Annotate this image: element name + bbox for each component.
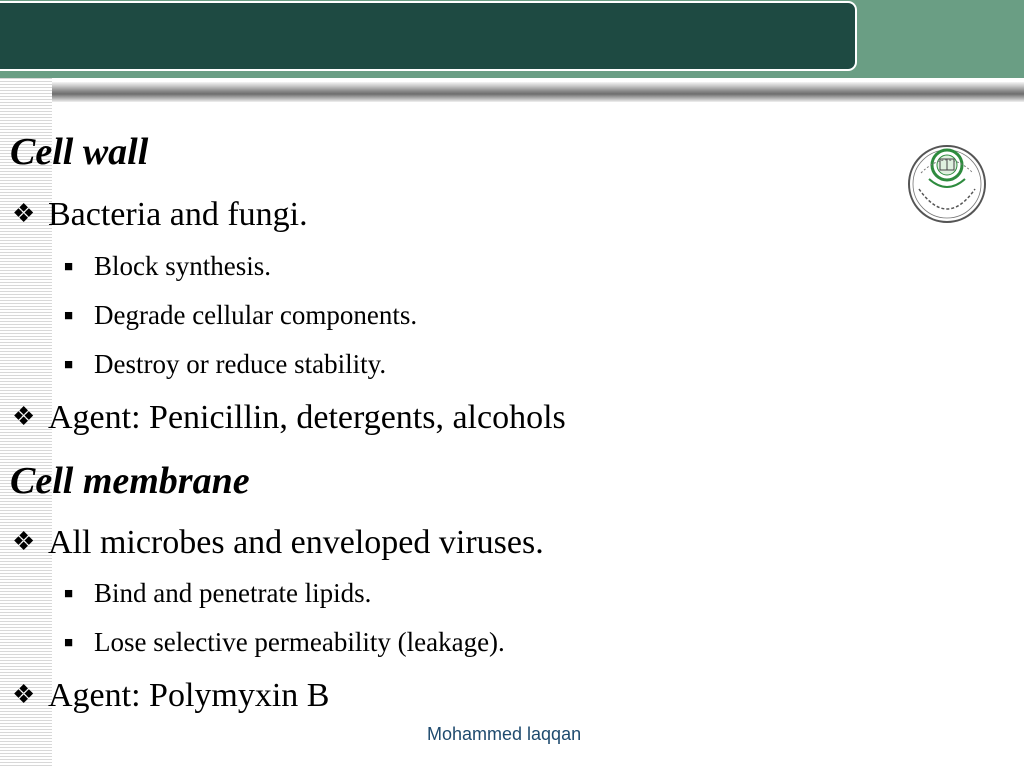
sub-bullet-text: Degrade cellular components.: [94, 300, 418, 330]
bullet-item: [12, 677, 329, 715]
square-bullet-icon: ■: [64, 308, 74, 324]
sub-bullet-item: [64, 300, 417, 331]
square-bullet-icon: ■: [64, 586, 74, 602]
bullet-text: All microbes and enveloped viruses.: [48, 524, 544, 561]
section-heading-cell-wall: Cell wall: [10, 131, 149, 173]
sub-bullet-text: Lose selective permeability (leakage).: [94, 627, 505, 657]
sub-bullet-item: [64, 578, 371, 609]
bullet-text: Bacteria and fungi.: [48, 196, 308, 233]
bullet-item: [12, 524, 544, 562]
section-heading-cell-membrane: Cell membrane: [10, 460, 250, 502]
header-divider: [0, 82, 1024, 102]
square-bullet-icon: ■: [64, 259, 74, 275]
diamond-bullet-icon: ❖: [12, 199, 36, 228]
bullet-text: Agent: Penicillin, detergents, alcohols: [48, 399, 566, 436]
bullet-item: [12, 196, 308, 234]
sub-bullet-text: Destroy or reduce stability.: [94, 349, 387, 379]
sub-bullet-text: Bind and penetrate lipids.: [94, 578, 372, 608]
diamond-bullet-icon: ❖: [12, 680, 36, 709]
bullet-text: Agent: Polymyxin B: [48, 677, 330, 714]
title-bar: [0, 1, 857, 71]
square-bullet-icon: ■: [64, 357, 74, 373]
diamond-bullet-icon: ❖: [12, 402, 36, 431]
sub-bullet-item: [64, 627, 505, 658]
sub-bullet-item: [64, 251, 271, 282]
sub-bullet-text: Block synthesis.: [94, 251, 272, 281]
bullet-item: [12, 399, 566, 437]
footer-author: Mohammed laqqan: [427, 724, 582, 744]
square-bullet-icon: ■: [64, 635, 74, 651]
sub-bullet-item: [64, 349, 386, 380]
university-seal-icon: [907, 133, 987, 235]
diamond-bullet-icon: ❖: [12, 527, 36, 556]
